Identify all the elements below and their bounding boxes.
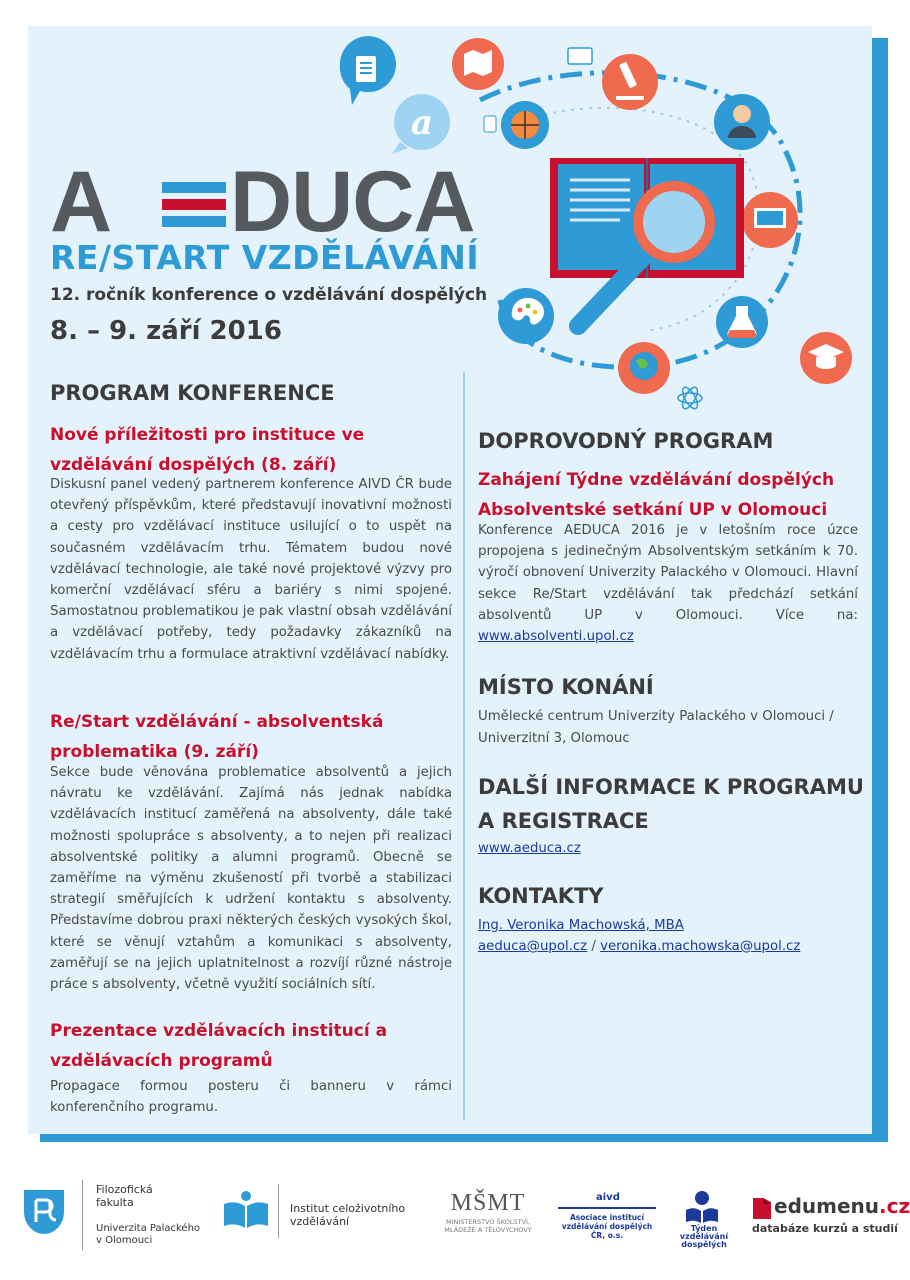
- accompanying-text-body: Konference AEDUCA 2016 je v letošním roce úzce propojena s jedinečným Absolventským setkáním k 70. výročí obnovení Univerzity Palackého v Olomouci. Hlavní sekce Re/Start vzdělávání tak předchází setkání absolventů UP v Olomouci.: [478, 523, 858, 623]
- aivd-line1: Asociace institucí: [569, 1213, 645, 1222]
- ff-line1: Filozofická: [96, 1183, 153, 1196]
- globe-icon: [618, 342, 670, 394]
- program-heading: PROGRAM KONFERENCE: [50, 381, 335, 405]
- email-machowska[interactable]: veronika.machowska@upol.cz: [600, 939, 801, 954]
- clipboard-icon: [340, 36, 396, 105]
- accompanying-title-line2: Absolventské setkání UP v Olomouci: [478, 500, 828, 520]
- logo-bar-middle: [162, 199, 226, 210]
- person-icon: [714, 94, 770, 150]
- icv-line1: Institut celoživotního: [290, 1202, 406, 1215]
- block1-title-line1: Nové příležitosti pro instituce ve: [50, 425, 365, 445]
- block3-text: Propagace formou posteru či banneru v rámci konferenčního programu.: [50, 1079, 452, 1116]
- block3-title-line2: vzdělávacích programů: [50, 1051, 273, 1071]
- map-icon: [452, 38, 504, 90]
- tyden-text: [676, 1225, 732, 1249]
- svg-text:a: a: [410, 103, 434, 143]
- graduation-cap-icon: [800, 332, 852, 384]
- up-line1: Univerzita Palackého: [96, 1223, 201, 1234]
- at-sign-icon: [392, 94, 450, 154]
- calculator-icon: [484, 116, 496, 132]
- accompanying-text: [478, 520, 858, 647]
- msmt-logo: [442, 1190, 534, 1234]
- conference-dates: 8. – 9. září 2016: [50, 316, 282, 346]
- block1-text: Diskusní panel vedený partnerem konference AIVD ČR bude otevřený příspěvkům, které představují inovativní možnosti a cesty pro vzdělávací instituce usilující o to uspět na současném vzdělávacím trhu. Tématem budou nové vzdělávací technologie, ale také nové projektové výzvy pro komerční vzdělávací sféru a bariéry s nimi spojené. Samostatnou problematikou je pak vlastní obsah vzdělávání a vzdělávací potřeby, tedy požadavky zákazníků na vzdělávacím trhu a formulace atraktivní vzdělávací nabídky.: [50, 477, 452, 662]
- edumenu-tld: .cz: [879, 1194, 910, 1218]
- up-text: [96, 1223, 200, 1247]
- up-line2: v Olomouci: [96, 1235, 153, 1246]
- aivd-underline: [558, 1207, 656, 1209]
- icv-line2: vzdělávání: [290, 1215, 350, 1228]
- tyden-line3: dospělých: [681, 1240, 727, 1249]
- absolventi-link[interactable]: www.absolventi.upol.cz: [478, 629, 634, 645]
- msmt-mark: MŠMT: [450, 1190, 526, 1216]
- aeduca-logo: [50, 154, 475, 250]
- edumenu-tagline: databáze kurzů a studií: [752, 1222, 898, 1235]
- tyden-line2: vzdělávání: [679, 1232, 729, 1241]
- venue-line2: Univerzitní 3, Olomouc: [478, 731, 630, 746]
- email-separator: /: [587, 939, 601, 954]
- column-divider: [463, 372, 465, 1120]
- logo-letter-a: A: [50, 154, 112, 250]
- footer-separator-2: [278, 1184, 279, 1238]
- icv-book-icon: [222, 1190, 270, 1230]
- info-link-wrap: [478, 838, 581, 859]
- msmt-line2: MLÁDEŽE A TĚLOVÝCHOVY: [444, 1226, 532, 1234]
- conference-edition: 12. ročník konference o vzdělávání dospělých: [50, 285, 488, 305]
- aivd-line2: vzdělávání dospělých ČR, o.s.: [561, 1222, 653, 1240]
- ff-line2: fakulta: [96, 1196, 134, 1209]
- logo-bar-top: [162, 182, 226, 193]
- venue-line1: Umělecké centrum Univerzity Palackého v Olomouci /: [478, 709, 834, 724]
- tyden-line1: Týden: [690, 1224, 718, 1233]
- msmt-line1: MINISTERSTVO ŠKOLSTVÍ,: [446, 1218, 530, 1226]
- email-aeduca[interactable]: aeduca@upol.cz: [478, 939, 588, 954]
- monitor-icon: [742, 192, 798, 248]
- edumenu-book-icon: [752, 1196, 772, 1220]
- edumenu-wordmark: [774, 1194, 910, 1218]
- chart-icon: [568, 48, 592, 64]
- tyden-reader-icon: [684, 1190, 720, 1224]
- basketball-icon: [501, 101, 549, 149]
- accompanying-title-line1: Zahájení Týdne vzdělávání dospělých: [478, 470, 835, 490]
- contact-name[interactable]: Ing. Veronika Machowská, MBA: [478, 918, 684, 933]
- aeduca-link[interactable]: www.aeduca.cz: [478, 841, 581, 856]
- accompanying-heading: DOPROVODNÝ PROGRAM: [478, 429, 774, 453]
- contact-emails: [478, 936, 800, 957]
- edumenu-name: edumenu: [774, 1194, 879, 1218]
- block2-text: Sekce bude věnována problematice absolventů a jejich návratu ke vzdělávání. Zajímá nás jednak nabídka vzdělávacích institucí zaměřená na absolventy, dále také možnosti spolupráce s absolventy, a to nejen při realizaci absolventské politiky a alumni programů. Obecně se zaměříme na výměnu zkušeností při tvorbě a stabilizaci strategií směřujících k udržení kontaktu s absolventy. Představíme dobrou praxi některých českých vysokých škol, které se věnují vztahům a komunikaci s absolventy, zaměřují se na jejich uplatnitelnost a rozvíjí různé nástroje práce s absolventy, včetně využití sociálních sítí.: [50, 765, 452, 993]
- flask-icon: [716, 296, 768, 348]
- block3-title-line1: Prezentace vzdělávacích institucí a: [50, 1021, 388, 1041]
- info-heading-line1: DALŠÍ INFORMACE K PROGRAMU: [478, 775, 864, 799]
- more-info-prefix: Více na:: [775, 607, 858, 623]
- up-shield-icon: [22, 1188, 66, 1238]
- footer-separator-1: [82, 1180, 83, 1250]
- contact-name-wrap: [478, 915, 684, 936]
- icv-text: [290, 1202, 405, 1228]
- block2-title-line2: problematika (9. září): [50, 742, 259, 762]
- atom-icon: [678, 385, 702, 411]
- microscope-icon: [602, 54, 658, 110]
- logo-bar-bottom: [162, 216, 226, 227]
- venue-heading: MÍSTO KONÁNÍ: [478, 675, 654, 699]
- conference-subtitle: RE/START VZDĚLÁVÁNÍ: [50, 238, 480, 277]
- aivd-mark: aivd: [596, 1192, 620, 1203]
- ff-text: [96, 1183, 153, 1209]
- block2-title-line1: Re/Start vzdělávání - absolventská: [50, 712, 384, 732]
- info-heading-line2: A REGISTRACE: [478, 809, 649, 833]
- block1-title-line2: vzdělávání dospělých (8. září): [50, 455, 337, 475]
- aivd-logo: [554, 1192, 660, 1240]
- palette-icon: [498, 288, 554, 344]
- contacts-heading: KONTAKTY: [478, 884, 604, 908]
- logo-letters-duca: DUCA: [230, 154, 475, 250]
